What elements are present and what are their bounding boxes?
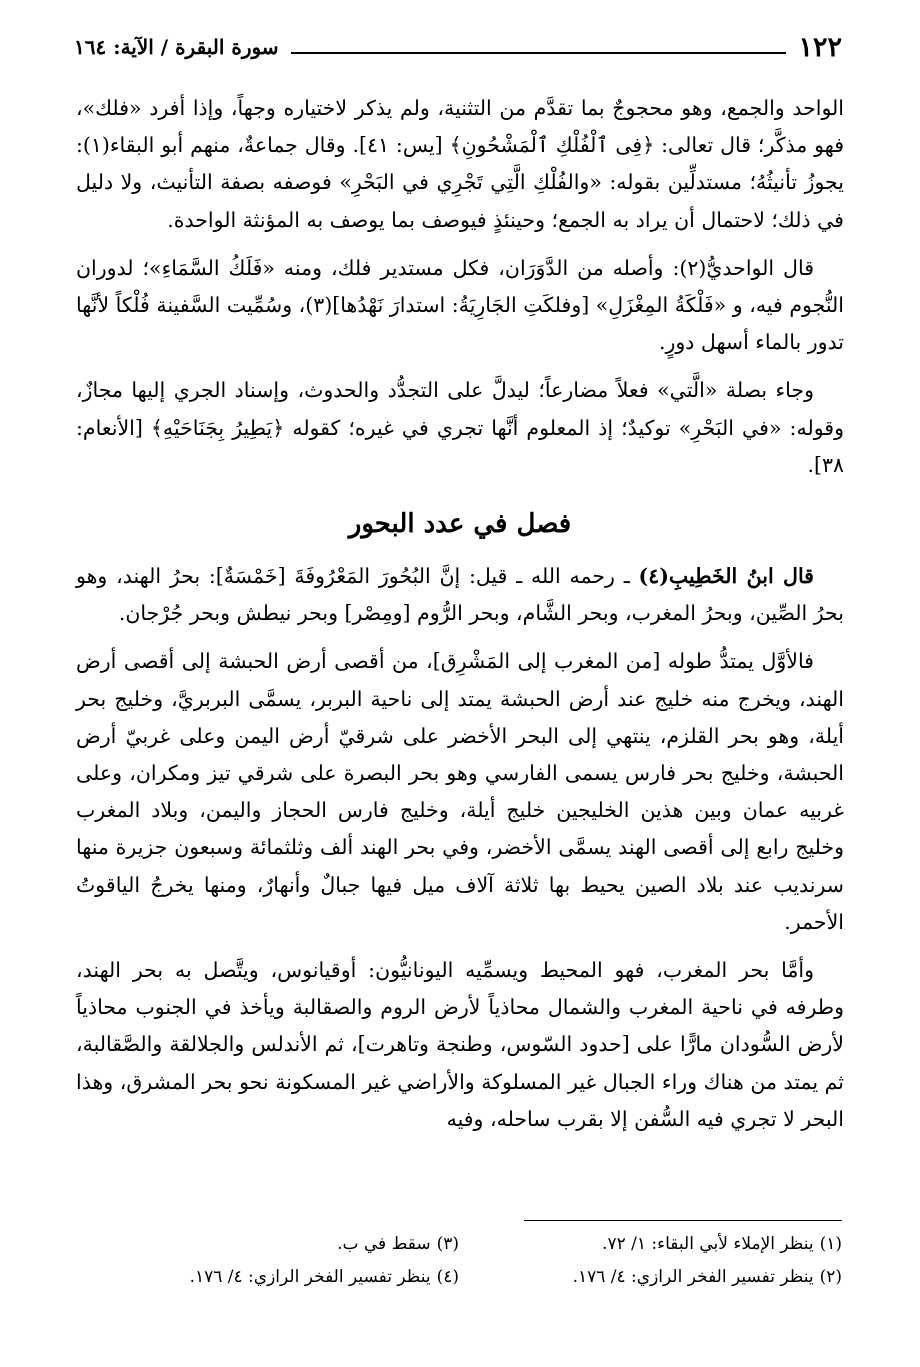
paragraph-text: ـ رحمه الله ـ قيل: إنَّ البُحُورَ المَعْرُوفَةَ [خَمْسَةٌ]: بحرُ الهند، وهو بحرُ الصِّين، وبحرُ المغرب، وبحر الشَّام، وبحر الرُّوم [ومِصْر] وبحر نيطش وبحر جُرْجان.	[76, 564, 844, 626]
footnotes	[76, 1228, 842, 1294]
footnote	[76, 1228, 459, 1261]
paragraph: قال الواحديُّ(٢): وأصله من الدَّوَرَان، فكل مستدير فلك، ومنه «فَلَكُ السَّمَاءِ»؛ لدوران النُّجوم فيه، و «فَلْكَةُ المِغْزَلِ» [وفلكَتِ الجَارِيَةُ: استدارَ نَهْدُها](٣)، وسُمِّيت السَّفينة فُلْكاً لأنَّها تدور بالماء أسهل دورٍ.	[76, 255, 844, 355]
footnote-number: (١)	[819, 1234, 842, 1254]
footnote-text: ينظر تفسير الفخر الرازي: ٤/ ١٧٦.	[189, 1267, 431, 1287]
footnote-number: (٢)	[819, 1267, 842, 1287]
paragraph: وأمَّا بحر المغرب، فهو المحيط ويسمِّيه اليونانيُّون: أوقيانوس، ويتَّصل به بحر الهند، وطرفه في ناحية المغرب والشمال محاذياً لأرض الروم والصقالبة ويأخذ في الجنوب محاذياً لأرض السُّودان مارًّا على [حدود السّوس، وطنجة وتاهرت]، ثم الأندلس والجلالقة والصَّقالبة، ثم يمتد من هناك وراء الجبال غير المسلوكة والأراضي غير المسكونة نحو بحر المشرق، وهذا البحر لا تجري فيه السُّفن إلا بقرب ساحله، وفيه	[76, 958, 844, 1131]
footnote-number: (٤)	[436, 1267, 459, 1287]
paragraph: وجاء بصلة «الَّتي» فعلاً مضارعاً؛ ليدلَّ على التجدُّد والحدوث، وإسناد الجري إليها مجازٌ، وقوله: «في البَحْرِ» توكيدٌ؛ إذ المعلوم أنَّها تجري في غيره؛ كقوله ﴿يَطِيرُ بِجَنَاحَيْهِ﴾ [الأنعام: ٣٨].	[76, 378, 844, 477]
footnote-text: سقط في ب.	[337, 1234, 431, 1254]
running-title: سورة البقرة / الآية: ١٦٤	[74, 35, 279, 59]
paragraph: فالأوَّل يمتدُّ طوله [من المغرب إلى المَشْرِق]، من أقصى أرض الحبشة إلى أقصى أرض الهند، ويخرج منه خليج عند أرض الحبشة يمتد إلى ناحية البربر، يسمَّى البربريَّ، وخليج بحر أيلة، وهو بحر القلزم، ينتهي إلى البحر الأخضر على شرقيّ أرض اليمن وعلى غربيّ أرض الحبشة، وخليج بحر فارس يسمى الفارسي وهو بحر البصرة على شرقي تيز ومكران، وعلى غربيه عمان وبين هذين الخليجين خليج أيلة، وخليج فارس الحجاز واليمن، وبلاد المغرب وخليج رابع إلى أقصى الهند يسمَّى الأخضر، وفي بحر الهند ألف وثلثمائة وسبعون جزيرة منها سرنديب عند بلاد الصين يحيط بها ثلاثة آلاف ميل فيها جبالٌ وأنهارٌ، ومنها يخرجُ الياقوتُ الأحمر.	[76, 649, 844, 934]
header-rule	[291, 52, 787, 54]
footnote	[459, 1228, 842, 1261]
footnote	[459, 1261, 842, 1294]
paragraph: الواحد والجمع، وهو محجوجٌ بما تقدَّم من التثنية، ولم يذكر لاختياره وجهاً، وإذا أفرد «فلك»، فهو مذكَّر؛ قال تعالى: ﴿فِى ٱلْفُلْكِ ٱلْمَشْحُونِ﴾ [يس: ٤١]. وقال جماعةٌ، منهم أبو البقاء(١): يجوزُ تأنيثُهُ؛ مستدلِّين بقوله: «والفُلْكِ الَّتِي تَجْرِي في البَحْرِ» فوصفه بصفة التأنيث، ولا دليل في ذلك؛ لاحتمال أن يراد به الجمع؛ وحينئذٍ فيوصف بما يوصف به المؤنثة الواحدة.	[76, 96, 844, 232]
author-name: قال ابنُ الخَطِيبِ(٤)	[638, 564, 814, 589]
paragraph	[76, 558, 844, 632]
page-number: ١٢٢	[798, 31, 842, 63]
footnote-separator	[524, 1220, 842, 1221]
page-header	[74, 28, 842, 66]
footnote-number: (٣)	[436, 1234, 459, 1254]
footnote	[76, 1261, 459, 1294]
footnote-text: ينظر تفسير الفخر الرازي: ٤/ ١٧٦.	[572, 1267, 814, 1287]
footnote-text: ينظر الإملاء لأبي البقاء: ١/ ٧٢.	[602, 1234, 814, 1254]
section-heading: فصل في عدد البحور	[348, 509, 572, 540]
main-text	[76, 90, 844, 1149]
